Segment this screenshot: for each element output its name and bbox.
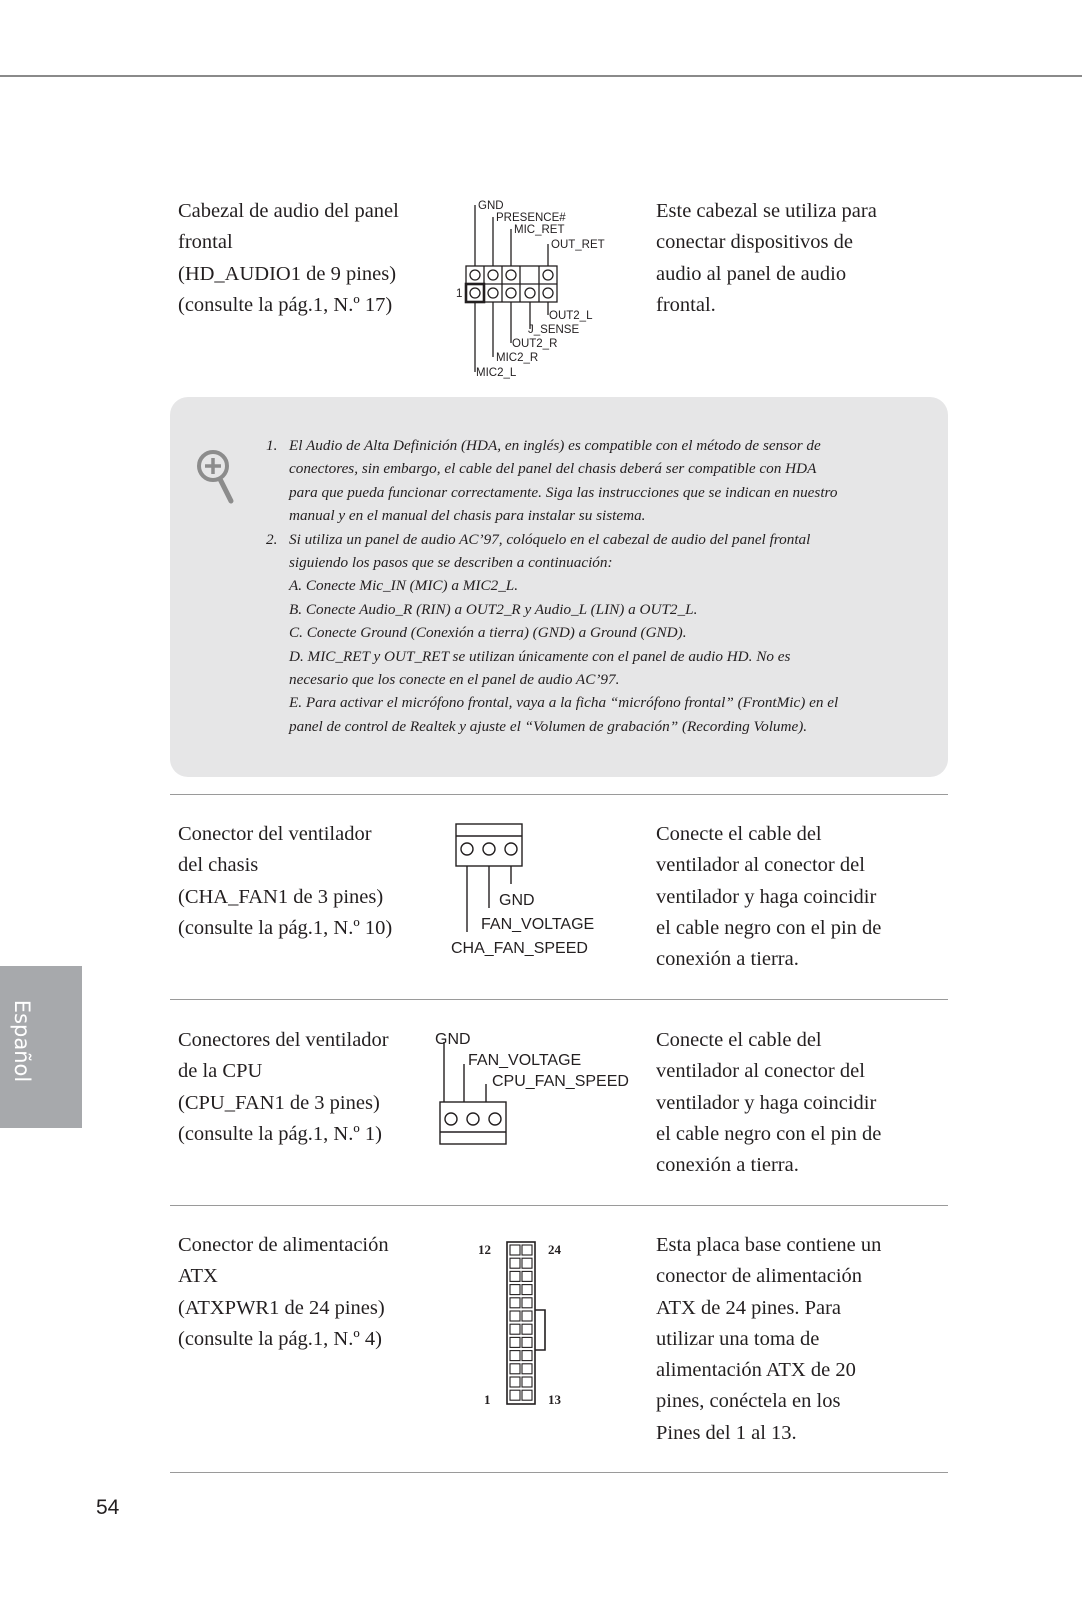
text-line: (consulte la pág.1, N.º 17) — [178, 293, 393, 316]
atx-pin-cell — [510, 1285, 520, 1295]
text-line: ATX de 24 pines. Para — [656, 1296, 842, 1319]
text-line: Conecte el cable del — [656, 823, 822, 845]
pin-label-presence: PRESENCE# — [496, 212, 566, 224]
text-line: Conectores del ventilador — [178, 1029, 389, 1051]
atx-pin-cell — [510, 1324, 520, 1334]
atx-pin-cell — [522, 1245, 532, 1255]
text-line: del chasis — [178, 854, 259, 877]
note-line: conectores, sin embargo, el cable del panel del chasis deberá ser compatible con HDA — [289, 460, 817, 478]
atx-pin-cell — [522, 1258, 532, 1268]
atx-pin-cell — [522, 1351, 532, 1361]
note-number: 2. — [266, 530, 278, 548]
pin-label-mic2-l: MIC2_L — [476, 367, 517, 379]
text-line: ventilador al conector del — [656, 1060, 865, 1083]
note-line: A. Conecte Mic_IN (MIC) a MIC2_L. — [289, 577, 519, 595]
text-line: ventilador y haga coincidir — [656, 1091, 877, 1114]
atx-power-title — [178, 1230, 418, 1355]
pin-label-gnd: GND — [478, 200, 504, 212]
cha-fan-title — [178, 819, 418, 944]
text-line: ATX — [178, 1265, 218, 1288]
cha-fan-connector-diagram — [448, 822, 608, 962]
hd-audio-title — [178, 196, 418, 321]
atx-pin-cell — [522, 1285, 532, 1295]
text-line: conector de alimentación — [656, 1265, 863, 1288]
text-line: (CPU_FAN1 de 3 pines) — [178, 1091, 380, 1114]
cpu-fan-title — [178, 1025, 418, 1150]
note-number: 1. — [266, 437, 278, 454]
note-line: D. MIC_RET y OUT_RET se utilizan únicamente con el panel de audio HD. No es — [289, 647, 791, 665]
text-line: Conecte el cable del — [656, 1029, 822, 1051]
cpu-fan-connector-diagram — [430, 1030, 630, 1150]
pin-label-out-ret: OUT_RET — [551, 239, 605, 251]
note-item — [266, 528, 906, 739]
text-line: utilizar una toma de — [656, 1327, 820, 1350]
text-line: el cable negro con el pin de — [656, 1122, 882, 1145]
atx-pin-cell — [510, 1245, 520, 1255]
pin-label-gnd: GND — [499, 892, 535, 909]
atx-pin-cell — [522, 1364, 532, 1374]
text-line: (consulte la pág.1, N.º 1) — [178, 1122, 382, 1145]
atx-pin-cell — [510, 1271, 520, 1281]
text-line: Este cabezal se utiliza para — [656, 200, 877, 222]
atx-pin-cell — [510, 1390, 520, 1400]
atx-pin-cell — [510, 1364, 520, 1374]
text-line: Esta placa base contiene un — [656, 1234, 882, 1256]
language-tab-label: Español — [10, 999, 34, 1083]
text-line: (CHA_FAN1 de 3 pines) — [178, 885, 384, 908]
text-line: frontal — [178, 231, 233, 254]
note-line: necesario que los conecte en el panel de audio AC’97. — [289, 671, 620, 689]
text-line: ventilador al conector del — [656, 854, 865, 877]
note-line: para que pueda funcionar correctamente. Siga las instrucciones que se indican en nuestro — [289, 483, 838, 501]
note-line: El Audio de Alta Definición (HDA, en inglés) es compatible con el método de sensor de — [289, 437, 821, 454]
cha-fan-description — [656, 819, 906, 975]
text-line: ventilador y haga coincidir — [656, 885, 877, 908]
atx-pin-cell — [522, 1390, 532, 1400]
atx-pin-cell — [522, 1337, 532, 1347]
text-line: conectar dispositivos de — [656, 231, 853, 254]
text-line: conexión a tierra. — [656, 1154, 799, 1177]
text-line: Conector de alimentación — [178, 1234, 389, 1256]
note-line: E. Para activar el micrófono frontal, vaya a la ficha “micrófono frontal” (FrontMic) en el — [289, 694, 839, 712]
text-line: el cable negro con el pin de — [656, 916, 882, 939]
note-line: B. Conecte Audio_R (RIN) a OUT2_R y Audio_L (LIN) a OUT2_L. — [289, 600, 698, 618]
text-line: (ATXPWR1 de 24 pines) — [178, 1296, 385, 1319]
cpu-fan-description — [656, 1025, 906, 1181]
pin-label-fan-voltage: FAN_VOLTAGE — [468, 1052, 582, 1069]
atx-pin-cell — [522, 1298, 532, 1308]
atx-pin-cell — [510, 1337, 520, 1347]
pin-one-marker: 1 — [456, 288, 463, 300]
atx-power-description — [656, 1230, 906, 1449]
text-line: (consulte la pág.1, N.º 10) — [178, 916, 393, 939]
note-line: C. Conecte Ground (Conexión a tierra) (GND) a Ground (GND). — [289, 624, 687, 642]
text-line: Conector del ventilador — [178, 823, 372, 845]
pin-label-j-sense: J_SENSE — [528, 324, 580, 336]
atx-pin-cell — [510, 1258, 520, 1268]
pin-number-12: 12 — [478, 1242, 491, 1257]
note-list — [266, 434, 906, 738]
atx-pin-cell — [522, 1324, 532, 1334]
text-line: conexión a tierra. — [656, 948, 799, 971]
pin-label-out2-l: OUT2_L — [549, 310, 593, 322]
pin-label-mic2-r: MIC2_R — [496, 352, 539, 364]
note-line: Si utiliza un panel de audio AC’97, colóquelo en el cabezal de audio del panel frontal — [289, 530, 811, 548]
section-divider — [170, 999, 948, 1000]
text-line: Cabezal de audio del panel — [178, 200, 399, 222]
pin-number-24: 24 — [548, 1242, 561, 1257]
hd-audio-description — [656, 196, 906, 321]
note-line: manual y en el manual del chasis para instalar su sistema. — [289, 507, 646, 525]
text-line: Pines del 1 al 13. — [656, 1421, 797, 1444]
atx-pin-cell — [522, 1311, 532, 1321]
text-line: pines, conéctela en los — [656, 1390, 841, 1413]
atx-24pin-connector-diagram — [470, 1240, 580, 1410]
atx-pin-cell — [510, 1298, 520, 1308]
page-number: 54 — [96, 1496, 120, 1519]
text-line: audio al panel de audio — [656, 262, 847, 285]
section-divider — [170, 1205, 948, 1206]
atx-pin-cell — [522, 1271, 532, 1281]
text-line: de la CPU — [178, 1060, 263, 1083]
pin-label-cha-fan-speed: CHA_FAN_SPEED — [451, 940, 588, 957]
pin-number-1: 1 — [484, 1392, 491, 1407]
magnifier-plus-icon — [196, 446, 236, 506]
pin-label-gnd: GND — [435, 1031, 471, 1048]
section-divider — [170, 1472, 948, 1473]
pin-label-cpu-fan-speed: CPU_FAN_SPEED — [492, 1073, 629, 1090]
text-line: (HD_AUDIO1 de 9 pines) — [178, 262, 397, 285]
pin-label-fan-voltage: FAN_VOLTAGE — [481, 916, 595, 933]
note-item — [266, 434, 906, 528]
text-line: alimentación ATX de 20 — [656, 1359, 856, 1382]
note-line: panel de control de Realtek y ajuste el “Volumen de grabación” (Recording Volume). — [289, 717, 808, 735]
hd-audio-header-diagram — [450, 196, 630, 382]
pin-label-out2-r: OUT2_R — [512, 338, 558, 350]
atx-pin-cell — [510, 1377, 520, 1387]
section-divider — [170, 794, 948, 795]
text-line: frontal. — [656, 293, 716, 316]
atx-pin-cell — [522, 1377, 532, 1387]
atx-pin-cell — [510, 1351, 520, 1361]
note-line: siguiendo los pasos que se describen a continuación: — [289, 554, 613, 572]
atx-pin-cell — [510, 1311, 520, 1321]
pin-number-13: 13 — [548, 1392, 561, 1407]
header-rule — [0, 75, 1082, 77]
text-line: (consulte la pág.1, N.º 4) — [178, 1327, 382, 1350]
pin-label-mic-ret: MIC_RET — [514, 224, 565, 236]
